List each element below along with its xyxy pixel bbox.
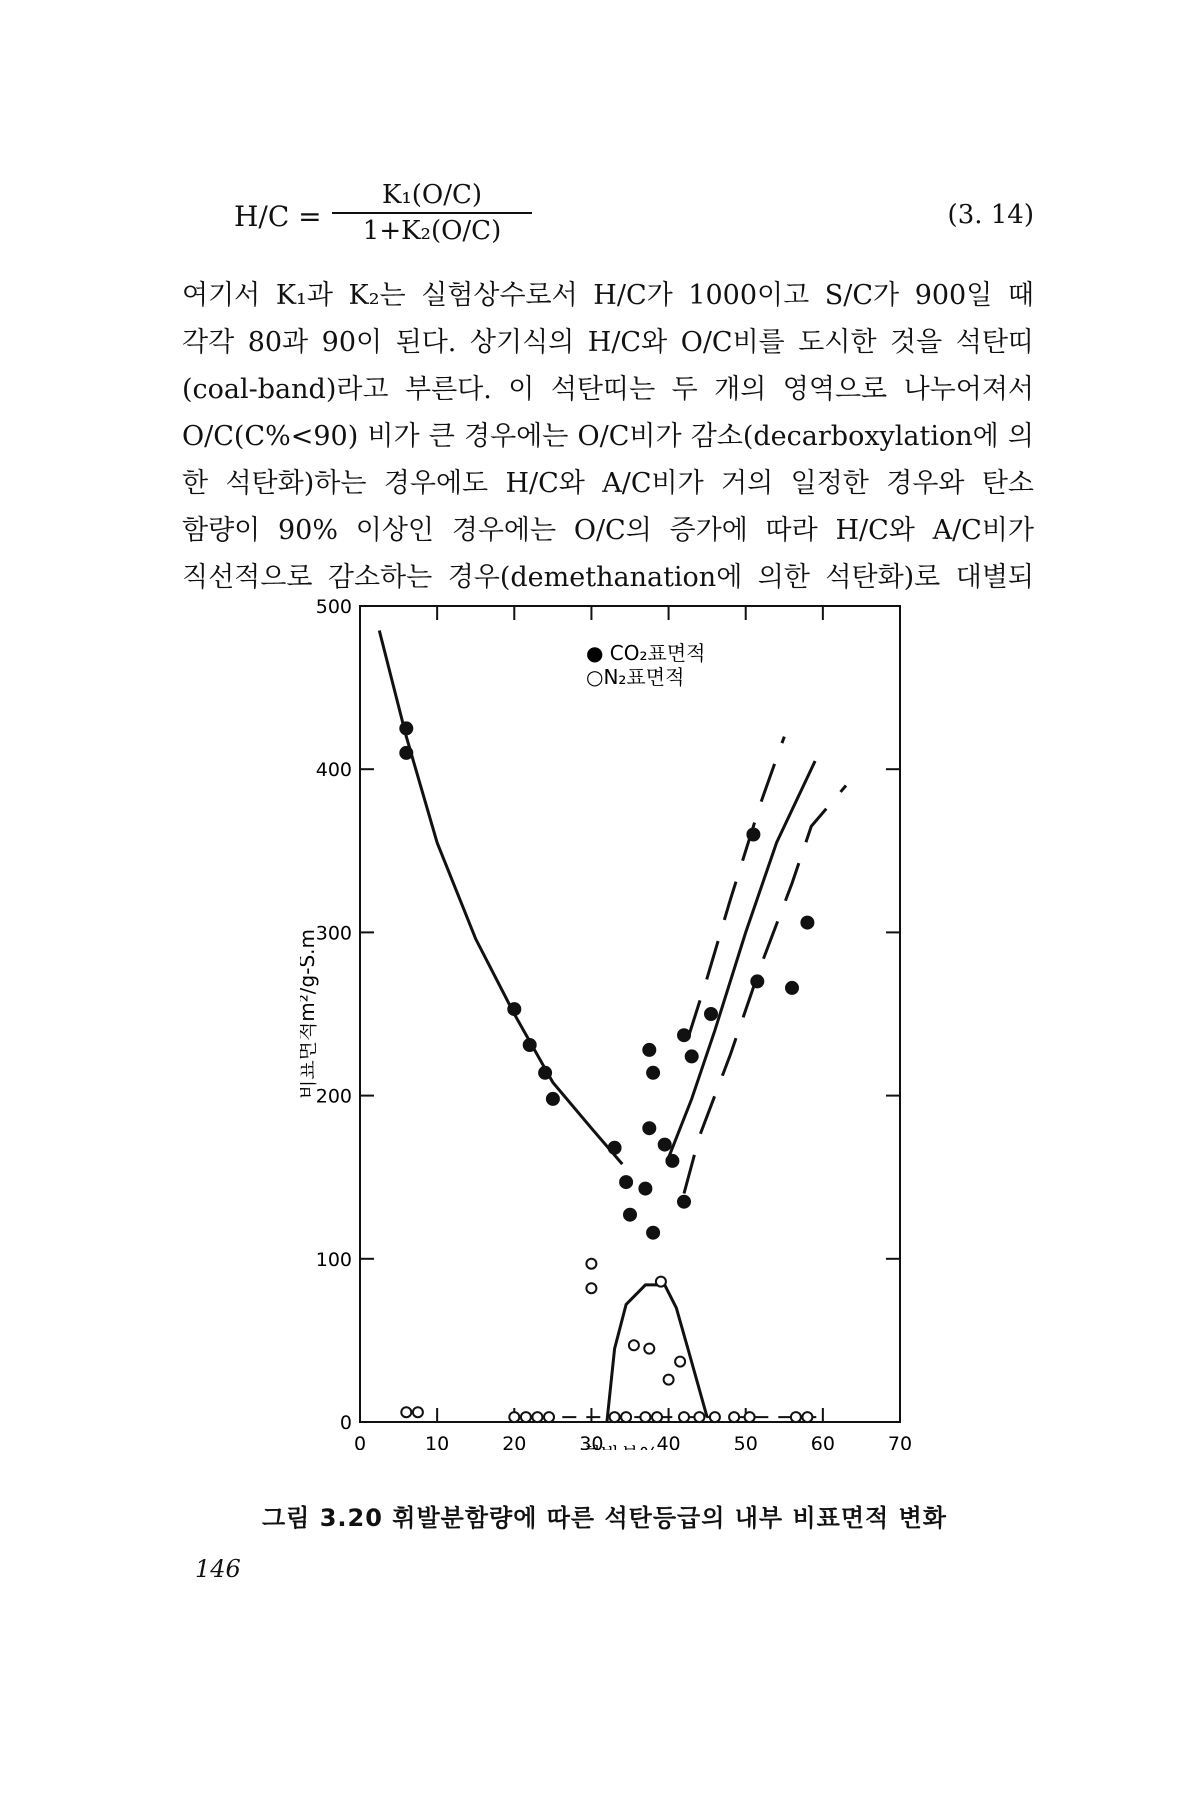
y-tick-label: 500	[315, 596, 352, 618]
x-tick-label: 20	[502, 1433, 527, 1450]
x-tick-label: 0	[353, 1433, 367, 1450]
y-tick-label: 100	[315, 1248, 352, 1271]
legend-n2: ○N₂표면적	[586, 665, 685, 689]
co2-data-point	[659, 1139, 671, 1151]
co2-data-point	[624, 1209, 636, 1221]
n2-data-point	[586, 1283, 596, 1293]
co2-data-point	[801, 917, 813, 929]
data-points	[400, 722, 813, 1422]
n2-data-point	[610, 1412, 620, 1422]
co2-data-point	[620, 1176, 632, 1188]
body-paragraph	[182, 272, 1034, 601]
n2-data-point	[586, 1259, 596, 1269]
n2-data-point	[729, 1412, 739, 1422]
paragraph-line: O/C(C%<90) 비가 큰 경우에는 O/C비가 감소(decarboxylation에 의	[182, 421, 1034, 452]
surface-area-chart	[300, 590, 920, 1450]
n2-data-point	[413, 1407, 423, 1417]
co2-data-point	[786, 982, 798, 994]
n2-data-point	[745, 1412, 755, 1422]
co2-data-point	[647, 1227, 659, 1239]
co2-data-point	[643, 1122, 655, 1134]
figure-caption: 그림 3.20 휘발분함량에 따른 석탄등급의 내부 비표면적 변화	[262, 1504, 947, 1532]
co2-data-point	[539, 1067, 551, 1079]
page-number: 146	[195, 1555, 241, 1583]
paragraph-line: 직선적으로 감소하는 경우(demethanation에 의한 석탄화)로 대별되	[182, 562, 1034, 593]
co2-data-point	[400, 747, 412, 759]
x-ticks	[354, 606, 912, 1450]
n2-data-point	[621, 1412, 631, 1422]
co2-data-point	[751, 975, 763, 987]
co2-data-point	[524, 1039, 536, 1051]
co2-data-point	[639, 1183, 651, 1195]
paragraph-line: 한 석탄화)하는 경우에도 H/C와 A/C비가 거의 일정한 경우와 탄소	[182, 468, 1034, 499]
paragraph-line: (coal-band)라고 부른다. 이 석탄띠는 두 개의 영역으로 나누어져서	[182, 374, 1034, 405]
co2-data-point	[705, 1008, 717, 1020]
fraction-bar	[332, 212, 532, 214]
solid-trend-curve	[607, 1285, 707, 1422]
n2-data-point	[401, 1407, 411, 1417]
n2-data-point	[679, 1412, 689, 1422]
trend-curves	[379, 631, 846, 1423]
x-tick-label: 70	[887, 1433, 913, 1450]
x-axis-label	[582, 1443, 659, 1450]
co2-data-point	[609, 1142, 621, 1154]
co2-data-point	[643, 1044, 655, 1056]
co2-data-point	[647, 1067, 659, 1079]
n2-data-point	[791, 1412, 801, 1422]
co2-data-point	[400, 722, 412, 734]
solid-trend-curve	[669, 761, 816, 1158]
n2-data-point	[644, 1344, 654, 1354]
y-tick-label: 300	[315, 922, 352, 945]
dashed-trend-curve	[688, 737, 784, 1039]
n2-data-point	[544, 1412, 554, 1422]
n2-data-point	[532, 1412, 542, 1422]
n2-data-point	[694, 1412, 704, 1422]
x-tick-label: 40	[656, 1433, 681, 1450]
equation-numerator: K₁(O/C)	[381, 180, 483, 210]
x-tick-label: 10	[425, 1433, 450, 1450]
co2-data-point	[747, 829, 759, 841]
n2-data-point	[664, 1375, 674, 1385]
equation-fraction	[332, 180, 532, 246]
co2-data-point	[508, 1003, 520, 1015]
legend-co2: ● CO₂표면적	[586, 641, 706, 665]
equation	[234, 180, 1034, 260]
n2-data-point	[521, 1412, 531, 1422]
dashed-trend-curve	[684, 786, 846, 1194]
co2-data-point	[678, 1029, 690, 1041]
chart-svg	[300, 590, 920, 1450]
paragraph-line: 각각 80과 90이 된다. 상기식의 H/C와 O/C비를 도시한 것을 석탄띠	[182, 327, 1034, 358]
n2-data-point	[640, 1412, 650, 1422]
paragraph-line: 함량이 90% 이상인 경우에는 O/C의 증가에 따라 H/C와 A/C비가	[182, 515, 1034, 546]
n2-data-point	[802, 1412, 812, 1422]
equation-number: (3. 14)	[947, 200, 1034, 230]
equation-denominator: 1+K₂(O/C)	[362, 216, 502, 246]
x-tick-label: 50	[733, 1433, 758, 1450]
y-axis-label: 비표면적m²/g-S.m	[300, 929, 319, 1099]
x-tick-label: 30	[579, 1433, 604, 1450]
y-tick-label: 0	[339, 1412, 352, 1434]
n2-data-point	[710, 1412, 720, 1422]
x-tick-label: 60	[810, 1433, 835, 1450]
n2-data-point	[652, 1412, 662, 1422]
paragraph-line: 여기서 K₁과 K₂는 실험상수로서 H/C가 1000이고 S/C가 900일 때	[182, 280, 1034, 311]
y-tick-label: 400	[315, 759, 352, 782]
co2-data-point	[678, 1196, 690, 1208]
n2-data-point	[509, 1412, 519, 1422]
co2-data-point	[686, 1050, 698, 1062]
n2-data-point	[675, 1357, 685, 1367]
co2-data-point	[547, 1093, 559, 1105]
y-tick-label: 200	[315, 1085, 352, 1108]
solid-trend-curve	[379, 631, 622, 1165]
equation-lhs: H/C =	[234, 200, 322, 233]
n2-data-point	[629, 1340, 639, 1350]
n2-data-point	[656, 1277, 666, 1287]
co2-data-point	[666, 1155, 678, 1167]
